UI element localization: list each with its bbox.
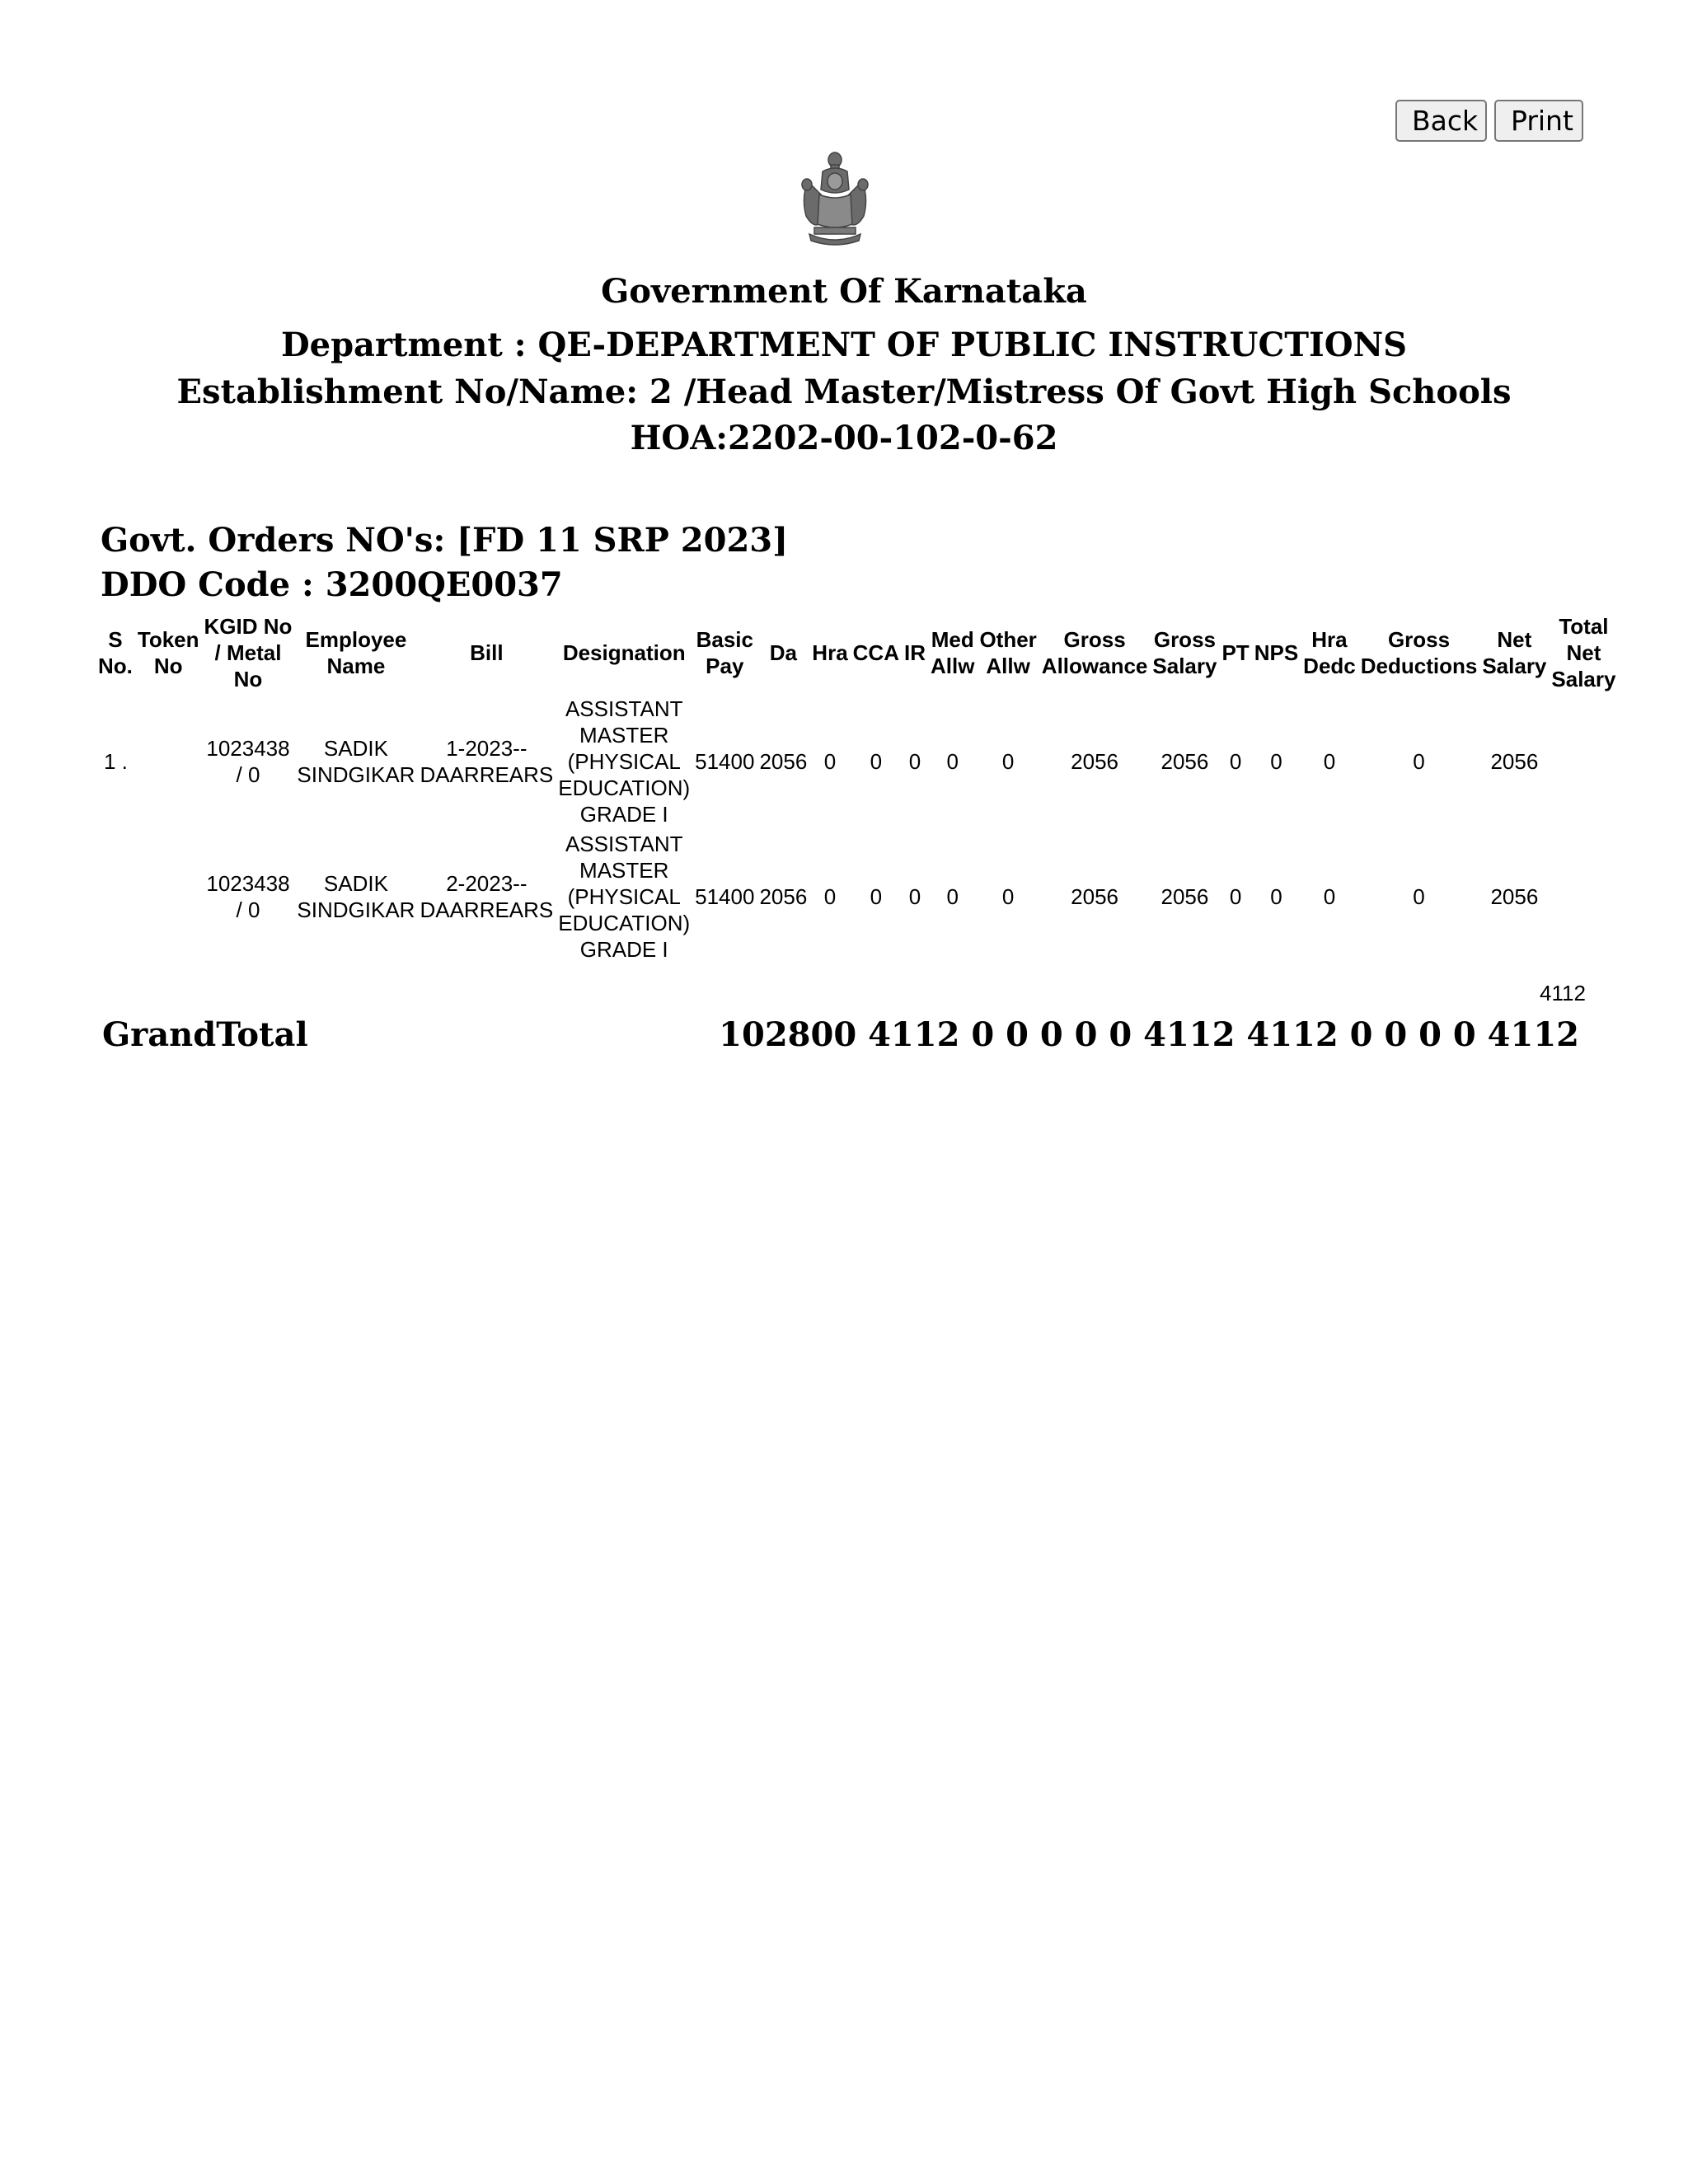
column-header-bill — [417, 612, 556, 694]
cell-hra: 0 — [823, 884, 837, 909]
column-header-other-allw — [977, 612, 1039, 694]
column-header-designation — [556, 612, 692, 694]
cell-net-salary: 2056 — [1490, 749, 1539, 774]
column-header-line: Gross — [1153, 627, 1216, 652]
column-header-line: Deductions — [1360, 654, 1478, 678]
column-header-line: Pay — [706, 654, 744, 678]
column-header-line: KGID No — [204, 614, 293, 639]
column-header-employee-name — [294, 612, 417, 694]
cell-token-no — [135, 694, 202, 829]
cell-line: EDUCATION) — [558, 911, 691, 935]
cell-gross-allowance: 2056 — [1071, 884, 1119, 909]
column-header-gross-salary — [1150, 612, 1219, 694]
cell-pt: 0 — [1229, 749, 1242, 774]
column-header-line: Allowance — [1041, 654, 1148, 678]
cell-line: GRADE I — [579, 937, 668, 962]
cell-line: 1-2023-- — [446, 736, 528, 761]
column-header-line: Basic — [696, 627, 753, 652]
column-header-line: Gross — [1063, 627, 1126, 652]
column-header-net-salary — [1479, 612, 1549, 694]
cell-hra-dedc: 0 — [1323, 884, 1336, 909]
hoa-line: HOA:2202-00-102-0-62 — [630, 419, 1058, 457]
column-header-basic-pay — [692, 612, 757, 694]
cell-s-no — [96, 829, 135, 964]
column-header-line: Net — [1497, 627, 1532, 652]
column-header-line: No. — [98, 654, 133, 678]
cell-other-allw: 0 — [1001, 749, 1015, 774]
column-header-line: Bill — [470, 640, 504, 665]
cell-designation — [556, 829, 692, 964]
column-header-line: CCA — [852, 640, 899, 665]
column-header-line: Da — [769, 640, 797, 665]
column-header-line: Total — [1559, 614, 1609, 639]
column-header-line: Med — [931, 627, 974, 652]
column-header-kgid-no — [202, 612, 295, 694]
cell-basic-pay: 51400 — [695, 884, 755, 909]
cell-line: ASSISTANT — [565, 832, 683, 856]
cell-line: 1023438 — [206, 871, 290, 896]
column-header-gross-allowance — [1039, 612, 1151, 694]
grand-total-values: 102800 4112 0 0 0 0 0 4112 4112 0 0 0 0 4112 — [719, 1015, 1579, 1054]
column-header-line: Employee — [305, 627, 407, 652]
cell-employee-name — [294, 694, 417, 829]
table-header-row — [96, 612, 1618, 694]
column-header-line: Dedc — [1303, 654, 1356, 678]
cell-basic-pay: 51400 — [695, 749, 755, 774]
cell-cca: 0 — [870, 884, 883, 909]
column-header-token-no — [135, 612, 202, 694]
print-button[interactable]: Print — [1494, 100, 1583, 142]
cell-other-allw: 0 — [1001, 884, 1015, 909]
column-header-hra-dedc — [1301, 612, 1358, 694]
cell-ir: 0 — [908, 749, 921, 774]
column-header-line: Hra — [812, 640, 848, 665]
cell-nps: 0 — [1270, 749, 1282, 774]
cell-line: DAARREARS — [420, 898, 554, 922]
cell-s-no: 1 . — [104, 749, 128, 774]
cell-hra-dedc: 0 — [1323, 749, 1336, 774]
column-header-line: Token — [137, 627, 199, 652]
cell-total-net-salary — [1549, 829, 1618, 964]
cell-da: 2056 — [759, 749, 808, 774]
cell-line: MASTER — [579, 723, 669, 748]
column-header-line: Allw — [986, 654, 1030, 678]
cell-line: / 0 — [236, 762, 260, 787]
cell-token-no — [135, 829, 202, 964]
cell-line: GRADE I — [579, 802, 668, 827]
cell-gross-salary: 2056 — [1160, 884, 1209, 909]
column-header-gross-deductions — [1358, 612, 1480, 694]
cell-employee-name — [294, 829, 417, 964]
column-header-line: S — [108, 627, 123, 652]
cell-ir: 0 — [908, 884, 921, 909]
ddo-code-line: DDO Code : 3200QE0037 — [101, 565, 563, 604]
cell-pt: 0 — [1229, 884, 1242, 909]
column-header-line: Name — [326, 654, 386, 678]
column-header-line: Gross — [1387, 627, 1451, 652]
column-header-med-allw — [928, 612, 977, 694]
salary-table — [96, 612, 1618, 964]
column-header-line: IR — [904, 640, 926, 665]
grand-total-label: GrandTotal — [102, 1015, 308, 1054]
cell-bill — [417, 829, 556, 964]
column-header-line: No — [233, 667, 263, 691]
column-header-s-no — [96, 612, 135, 694]
cell-med-allw: 0 — [946, 884, 959, 909]
cell-total-net-salary — [1549, 694, 1618, 829]
cell-designation — [556, 694, 692, 829]
subtotal-value: 4112 — [1540, 981, 1586, 1005]
cell-bill — [417, 694, 556, 829]
cell-cca: 0 — [870, 749, 883, 774]
column-header-line: Net — [1566, 640, 1601, 665]
cell-nps: 0 — [1270, 884, 1282, 909]
cell-line: 1023438 — [206, 736, 290, 761]
cell-gross-deductions: 0 — [1413, 749, 1425, 774]
cell-gross-allowance: 2056 — [1071, 749, 1119, 774]
back-button[interactable]: Back — [1395, 100, 1487, 142]
cell-line: EDUCATION) — [558, 776, 691, 800]
department-line: Department : QE-DEPARTMENT OF PUBLIC INSTRUCTIONS — [280, 326, 1408, 364]
column-header-hra — [809, 612, 850, 694]
cell-line: DAARREARS — [420, 762, 554, 787]
cell-kgid-no — [202, 829, 295, 964]
column-header-line: Allw — [931, 654, 975, 678]
column-header-line: No — [153, 654, 183, 678]
cell-line: MASTER — [579, 858, 669, 883]
cell-line: 2-2023-- — [446, 871, 528, 896]
column-header-ir — [902, 612, 928, 694]
column-header-cca — [851, 612, 902, 694]
cell-hra: 0 — [823, 749, 837, 774]
cell-da: 2056 — [759, 884, 808, 909]
column-header-total-net-salary — [1549, 612, 1618, 694]
table-row — [96, 694, 1618, 829]
cell-net-salary: 2056 — [1490, 884, 1539, 909]
column-header-nps — [1252, 612, 1301, 694]
toolbar — [1395, 100, 1583, 142]
cell-med-allw: 0 — [946, 749, 959, 774]
cell-gross-salary: 2056 — [1160, 749, 1209, 774]
column-header-pt — [1219, 612, 1251, 694]
column-header-line: Hra — [1311, 627, 1348, 652]
cell-line: ASSISTANT — [565, 696, 683, 721]
cell-line: SADIK — [323, 736, 388, 761]
column-header-line: PT — [1221, 640, 1250, 665]
establishment-line: Establishment No/Name: 2 /Head Master/Mistress Of Govt High Schools — [176, 373, 1512, 411]
cell-line: SINDGIKAR — [297, 898, 415, 922]
government-title: Government Of Karnataka — [601, 272, 1087, 311]
column-header-line: Salary — [1551, 667, 1616, 691]
column-header-line: / Metal — [214, 640, 282, 665]
govt-orders-line: Govt. Orders NO's: [FD 11 SRP 2023] — [101, 521, 789, 560]
column-header-line: NPS — [1254, 640, 1299, 665]
column-header-line: Other — [979, 627, 1037, 652]
table-body — [96, 694, 1618, 964]
cell-line: SINDGIKAR — [297, 762, 415, 787]
cell-line: (PHYSICAL — [567, 749, 681, 774]
cell-line: SADIK — [323, 871, 388, 896]
cell-line: / 0 — [236, 898, 260, 922]
cell-line: (PHYSICAL — [567, 884, 681, 909]
column-header-line: Designation — [562, 640, 686, 665]
column-header-da — [757, 612, 809, 694]
column-header-line: Salary — [1482, 654, 1547, 678]
column-header-line: Salary — [1152, 654, 1217, 678]
cell-gross-deductions: 0 — [1413, 884, 1425, 909]
state-emblem-icon — [790, 148, 880, 247]
cell-kgid-no — [202, 694, 295, 829]
table-row — [96, 829, 1618, 964]
